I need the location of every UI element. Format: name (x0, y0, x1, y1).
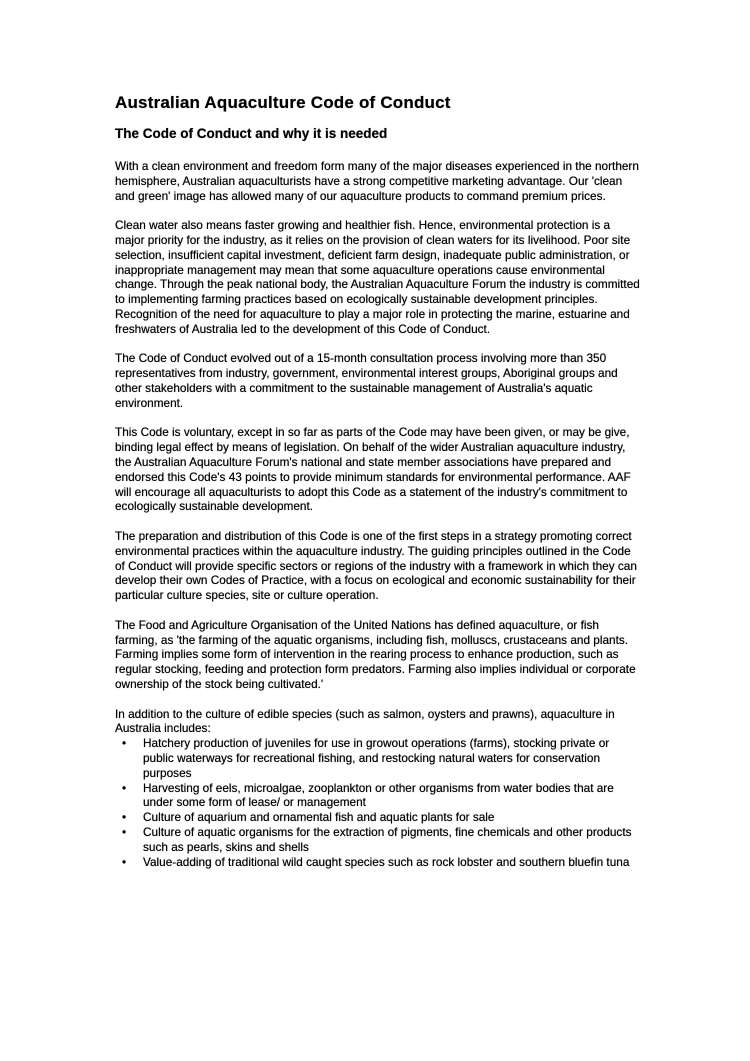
paragraph-fao-definition: The Food and Agriculture Organisation of the United Nations has defined aquaculture, or fish farming, as 'the farming of the aquatic organisms, including fish, molluscs, crustaceans and plants. Farming implies some form of intervention in the rearing process to enhance production, such as regular stocking, feeding and protection form predators. Farming also implies individual or corporate ownership of the stock being cultivated.' (115, 617, 636, 691)
paragraph-codes-of-practice: The preparation and distribution of this Code is one of the first steps in a strategy promoting correct environmental practices within the aquaculture industry. The guiding principles outlined in the Code of Conduct will provide specific sectors or regions of the industry with a framework in which they can develop their own Codes of Practice, with a focus on ecological and economic sustainability for their particular culture species, site or culture operation. (115, 528, 637, 603)
list-item-hatchery-production (115, 736, 640, 780)
list-item-text: Hatchery production of juveniles for use in growout operations (farms), stocking private or public waterways for recreational fishing, and restocking natural waters for conservation purposes (143, 736, 610, 780)
list-item-text: Culture of aquarium and ornamental fish and aquatic plants for sale (143, 810, 495, 825)
bullet-icon: • (122, 824, 127, 839)
bullet-icon: • (122, 810, 127, 825)
list-intro: In addition to the culture of edible species (such as salmon, oysters and prawns), aquaculture in Australia includes: (115, 706, 615, 736)
document-title: Australian Aquaculture Code of Conduct (115, 93, 451, 112)
list-item-text: Culture of aquatic organisms for the extraction of pigments, fine chemicals and other products such as pearls, skins and shells (143, 824, 632, 854)
list-item-pigment-extraction (115, 825, 640, 855)
list-item-text: Value-adding of traditional wild caught species such as rock lobster and southern bluefin tuna (143, 854, 630, 869)
section-heading: The Code of Conduct and why it is needed (115, 125, 388, 141)
aquaculture-activities-list (115, 736, 640, 869)
paragraph-voluntary-code: This Code is voluntary, except in so far as parts of the Code may have been given, or may be give, binding legal effect by means of legislation. On behalf of the wider Australian aquaculture industry, the Australian Aquaculture Forum's national and state member associations have prepared and endorsed this Code's 43 points to provide minimum standards for environmental performance. AAF will encourage all aquaculturists to adopt this Code as a statement of the industry's commitment to ecologically sustainable development. (115, 425, 631, 514)
paragraph-environmental-protection: Clean water also means faster growing and healthier fish. Hence, environmental protection is a major priority for the industry, as it relies on the provision of clean waters for its livelihood. Poor site selection, insufficient capital investment, deficient farm design, inadequate public administration, or inappropriate management may mean that some aquaculture operations cause environmental change. Through the peak national body, the Australian Aquaculture Forum the industry is committed to implementing farming practices based on ecologically sustainable development principles. Recognition of the need for aquaculture to play a major role in protecting the marine, estuarine and freshwaters of Australia led to the development of this Code of Conduct. (115, 218, 640, 336)
bullet-icon: • (122, 736, 127, 751)
paragraph-competitive-advantage: With a clean environment and freedom form many of the major diseases experienced in the northern hemisphere, Australian aquaculturists have a strong competitive marketing advantage. Our 'clean and green' image has allowed many of our aquaculture products to command premium prices. (115, 159, 639, 203)
list-item-text: Harvesting of eels, microalgae, zooplankton or other organisms from water bodies that are under some form of lease/ or management (143, 780, 614, 810)
paragraph-consultation-process: The Code of Conduct evolved out of a 15-month consultation process involving more than 350 representatives from industry, government, environmental interest groups, Aboriginal groups and other stakeholders with a commitment to the sustainable management of Australia's aquatic environment. (115, 351, 618, 410)
bullet-icon: • (122, 854, 127, 869)
list-item-value-adding (115, 855, 640, 870)
list-item-aquarium-culture (115, 810, 640, 825)
list-item-harvesting (115, 781, 640, 811)
bullet-icon: • (122, 780, 127, 795)
